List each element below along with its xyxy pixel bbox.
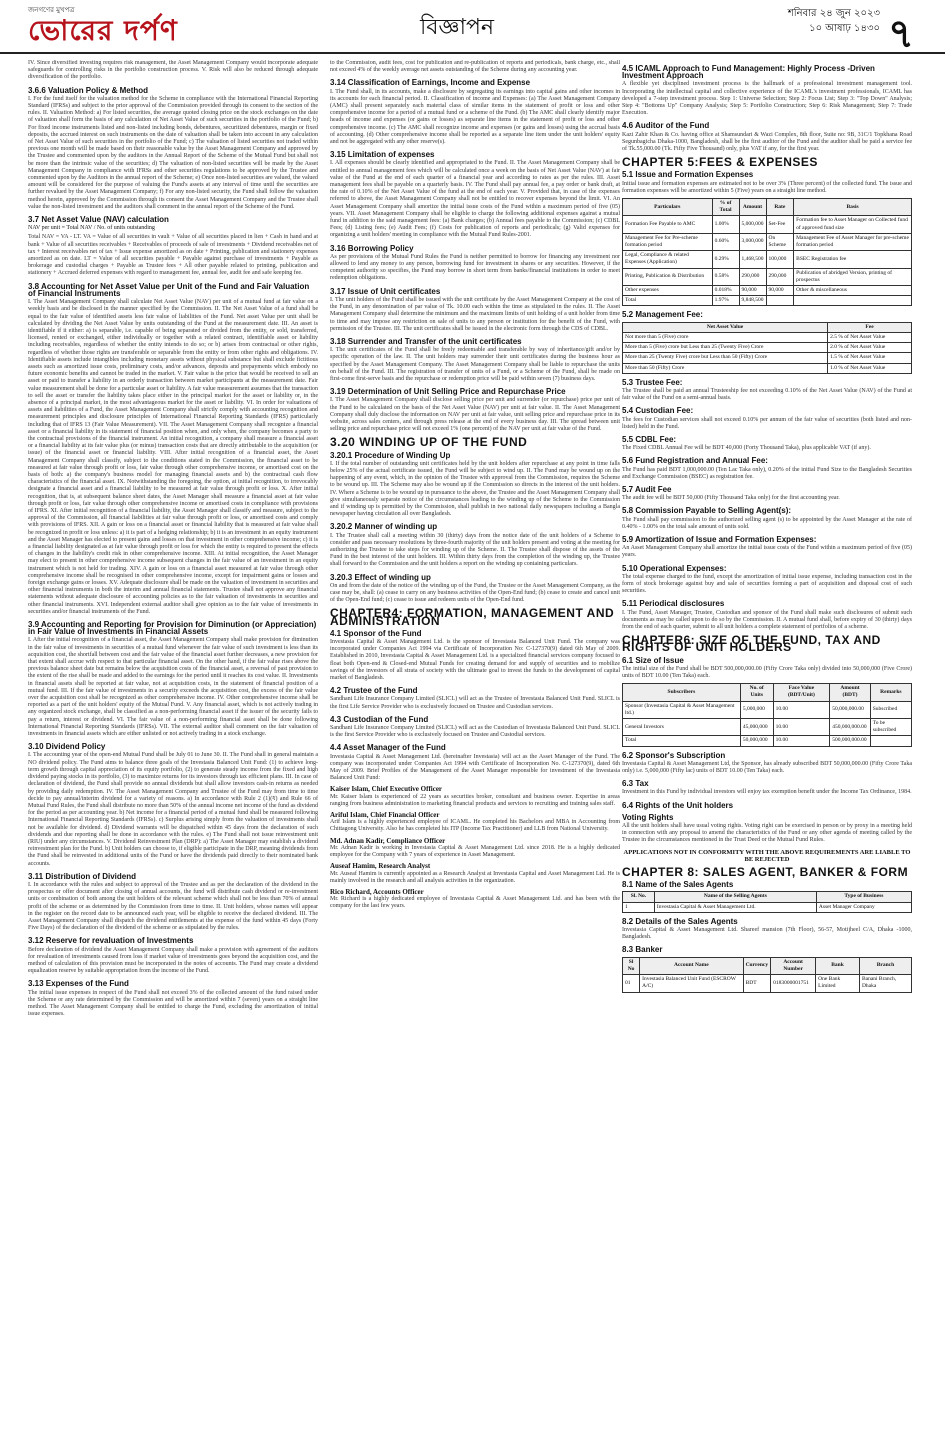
table-cell: 9,848,500 [739,296,766,306]
table-header: Sl No [623,957,640,974]
table-header: Net Asset Value [623,322,828,332]
table-header: Sl. No. [623,892,655,902]
heading-surrender: 3.18 Surrender and Transfer of the unit certificates [330,336,522,346]
table-cell: 1.5 % of Net Asset Value [828,353,912,363]
heading-banker: 8.3 Banker [622,945,663,955]
heading-rights: 6.4 Rights of the Unit holders [622,800,734,810]
table-header: % of Total [712,199,739,216]
table-cell: 5,000,000 [740,701,773,718]
heading-expenses: 3.13 Expenses of the Fund [28,979,129,989]
body-text: The Fixed CDBL Annual Fee will be BDT 40,000 (Forty Thousand Taka), plus applicable VAT (if any). [622,445,871,452]
table-cell [766,296,794,306]
profile-item [330,786,620,808]
body-text: I. The accounting year of the open-end Mutual Fund shall be July 01 to June 30. II. The Fund shall in general maintain a NO dividend policy. The Fund aims to balance three goals of the Investasia Balanced Unit Fund: (1) to achieve long-term growth through capital appreciation of its equity portfolio, (2) to generate steady income from the fixed and high dividend paying stocks in its portfolio, (3) to maximize returns for its investors through tax efficient plans. III. In case of declaration of dividend, the Fund shall provide no annual dividends but shall allow investors cash-in returns as needed by providing daily redemption. IV. The Asset Management Company and Trustee of the Fund may from time to time decide to pay annual/interim dividend for a variety of reasons. a) In accordance with Rule 2 (1)(ধ) and Rule 66 of Mutual Fund Rules, the Fund shall distribute no more than 50% of the annual income net income of the fund as dividend for the period as per accounting year. b) Net income for a financial period of a mutual fund shall be measured following International Financial Reporting Standards (IFRSs). c) Surplus arising simply from the valuation of investments shall not be available for dividend. d) Dividend warrants will be dispatched within 45 days from the declaration of such dividends and due reporting shall be done in accordance with the rules. e) The Fund shall not issue reinvestment unit (RIU) under any circumstances. V. Dividend Reinvestment Plan (DRP): a) The Asset Manager may establish a dividend reinvestment plan for the Fund. b) Unit holders can choose to, if eligible participate in the DRP, meaning dividends from the Fund shall be reinvested in additional units of the Fund or have the dividends paid directly to their nominated bank accounts. [28,752,318,867]
table-cell: 450,000,000.00 [830,719,871,736]
table-cell: 45,000,000 [740,719,773,736]
table-header: Amount [739,199,766,216]
table-header: Account Name [640,957,743,974]
body-text: I. The Fund, Asset Manager, Trustee, Custodian and sponsor of the Fund shall make such disclosures of submit such documents as may be called upon to do so by the Commission. II. A mutual fund shall, before expiry of 30 (thirty) days from the end of each quarter, submit to all unit holders a complete statement of portfolios of a scheme. [622,609,912,630]
body-text: The total expense charged to the fund, except the amortization of initial issue expense, including transaction cost in the form of stock brokerage against buy and sale of securities forming a part of acquisition and disposal cost of such securities. [622,573,912,595]
column-2 [330,60,620,1445]
table-row [623,902,912,912]
heading-accounting: 3.8 Accounting for Net Asset Value per Unit of the Fund and Fair Valuation of Financial Instruments [28,281,310,298]
body-text: The initial issue expenses in respect of the Fund shall not exceed 3% of the collected amount of the fund raised under the Scheme or any rate determined by the Commission and will be amortized within 7 (seven) years on a straight line method. The Asset Management Company shall be entitled to charge the Fund, excluding the amortization of initial issue expenses. [28,989,318,1018]
table-cell: 0.60% [712,233,739,250]
table-cell: 3,000,000 [739,233,766,250]
table-cell: To be subscribed [870,719,911,736]
body-text: I. The Trustee shall call a meeting within 30 (thirty) days from the notice date of the unit holders of a Scheme to consider and pass necessary resolutions by three-fourth majority of the unit holders present and voting at the meeting for authorizing the Trustee to take steps for winding up of the Scheme. II. The Trustee shall dispose of the assets of the Fund in the best interest of the unit holders. III. Within thirty days from the completion of the winding up, the Trustee shall forward to the Commission and the unit holders a report on the winding up containing particulars. [330,532,620,568]
page-number: ৭ [888,11,915,57]
masthead-tagline: জনগণের মুখপত্র [28,6,75,14]
table-cell: Set-Fee [766,216,794,233]
table-cell: Subscribed [870,701,911,718]
body-text: Investasia Capital & Asset Management Ltd, the Sponsor, has already subscribed BDT 50,000,000.00 (Fifty Crore Taka only) i.e. 5,000,000 (Fifty lac) units of BDT 10.00 (Ten Taka) each. [622,760,912,775]
management-fee-table [622,322,912,374]
table-header: Fee [828,322,912,332]
heading-winding-manner: 3.20.2 Manner of winding up [330,522,438,532]
heading-cdbl-fee: 5.5 CDBL Fee: [622,434,677,444]
masthead-logo [28,4,208,48]
body-text: I. The Fund shall, in its accounts, make a disclosure by segregating its earnings into capital gains and other incomes in its accounts for each financial period. II. Classification of income and Expenses: (a) The Asset Management Company (AMC) shall present separately each material class of similar items in the statement of profit or loss and other comprehensive income for a period of a mutual fund or a scheme of the Fund. (b) The AMC shall clearly identify major heads of income and expenses (or gains or losses) as separate line items in the statement of profit or loss and other comprehensive income. (c) The AMC shall recognize income and expenses (or gains and losses) using the accrual basis of accounting. (d) Other comprehensive income shall be reported as a separate line item under the unit holders' equity and not be aggregated with any other reserve(s). [330,88,620,146]
table-cell: More than 25 (Twenty Five) crore but Less than 50 (Fifty) Crore [623,353,828,363]
table-cell: Other expenses [623,286,713,296]
heading-size: 6.1 Size of Issue [622,655,684,665]
body-text: Kazi Zahir Khan & Co. having office at Shamsundari & Wazi Complex, 8th floor, Suite no: 9B, 31C/1 Topkhana Road Segunbagicha Dhaka-1000, Bangladesh, shall be the first auditor of the Fund and the auditor shall be paid a service fee of Tk.55,000.00 (Tk. Fifty Five Thousand) only, plus VAT if any, for the first year. [622,131,912,153]
table-row [623,719,912,736]
table-row [623,268,912,285]
table-cell: Sponsor (Investasia Capital & Asset Management ltd.) [623,701,741,718]
table-cell: 1.97% [712,296,739,306]
table-cell: Other & miscellaneous [794,286,912,296]
body-text: The fees for Custodian services shall not exceed 0.10% per annum of the fair value of securities (both listed and non-listed) held in the Fund. [622,416,912,430]
table-cell: 90,000 [739,286,766,296]
date-bengali: ১০ আষাঢ় ১৪৩০ [809,23,880,34]
table-cell: Formation fee to Asset Manager on Collected fund of approved fund size [794,216,912,233]
heading-chapter4: CHAPTER4: FORMATION, MANAGEMENT AND ADMINISTRATION [330,606,615,628]
body-text: IV. Since diversified investing requires risk management, the Asset Management Company would incorporate adequate safeguards for controlling risks in the portfolio construction process. V. Risk will also be reduced through adequate diversification of the portfolio. [28,60,318,81]
table-header: Account Number [771,957,816,974]
heading-provision: 3.9 Accounting and Reporting for Provision for Diminution (or Appreciation) in Fair Value of Investments in Financial Assets [28,620,317,637]
heading-nav: 3.7 Net Asset Value (NAV) calculation [28,215,169,225]
heading-trustee: 4.2 Trustee of the Fund [330,686,418,696]
body-text: An Asset Management Company shall amortize the initial issue costs of the Fund within a maximum period of five (05) years. [622,545,912,559]
heading-manager: 4.4 Asset Manager of the Fund [330,743,446,753]
heading-auditor: 4.6 Auditor of the Fund [622,121,710,131]
table-row [623,233,912,250]
body-text: Mr. Adnan Kadir is working in Investasia Capital & Asset Management Ltd. since 2018. He is a highly dedicated employee for the Company with 7 years of experience in Asset Management. [330,844,620,859]
table-cell: 290,000 [766,268,794,285]
table-cell: 1 [623,902,655,912]
table-cell: Legal, Compliance & related Expenses (Application) [623,251,713,268]
body-text: The initial size of the Fund shall be BDT 500,000,000.00 (Fifty Crore Taka only) divided into 50,000,000 (Five Crore) units of BDT 10.00 (Ten Taka) each. [622,665,912,679]
table-header: Basis [794,199,912,216]
table-cell: 1,468,500 [739,251,766,268]
table-cell: Management Fee for Pre-scheme formation period [623,233,713,250]
heading-limitation: 3.15 Limitation of expenses [330,150,435,160]
profile-name: Rico Richard, Accounts Officer [330,887,424,896]
body-text: to the Commission, audit fees, cost for publication and re-publication of reports and periodicals, bank charge, etc., shall not exceed 4% of the weekly average net assets outstanding of the Scheme during any accounting year. [330,60,620,74]
profile-item [330,889,620,911]
conformity-note: APPLICATIONS NOT IN CONFORMITY WITH THE ABOVE REQUIREMENTS ARE LIABLE TO BE REJECTED [623,848,911,863]
table-cell: Publication of abridged Version, printing of prospectus [794,268,912,285]
body-text: I. In accordance with the rules and subject to approval of the Trustee and as per the declaration of the dividend in the prospectus or offer document after closing of annual accounts, the fund will distribute cash dividend or re-investment units or combination of both among the unit holders of the relevant scheme which shall not be less than 70% of annual profit of the scheme or as determined by the Commission from time to time. II. Unit holders, whose names will appear in the register on the record date to be announced each year, will be eligible to receive the declared dividend. III. The Asset Management Company shall dispatch the dividend entitlements at the expense of the fund within 45 days (Forty Five Days) of the declaration of the dividend of the scheme or as stipulated by the rules. [28,881,318,932]
profile-name: Auseaf Hamim, Research Analyst [330,862,431,871]
heading-valuation: 3.6.6 Valuation Policy & Method [28,85,149,95]
body-text: Mr. Kaiser Islam is experienced of 22 years as securities broker, consultant and business owner. Expertise in areas ranging from business administration to marketing financial products and services to recruiting and training sales staff. [330,793,620,807]
fee-table [622,198,912,306]
heading-classification: 3.14 Classification of Earnings, Income and Expense [330,78,531,88]
table-cell: 500,000,000.00 [830,736,871,746]
table-cell: 2.0 % of Net Asset Value [828,343,912,353]
heading-commission: 5.8 Commission Payable to Selling Agent(s): [622,506,792,516]
heading-issue: 3.17 Issue of Unit certificates [330,286,441,296]
table-header: Name of the Selling Agents [654,892,816,902]
heading-custodian-fee: 5.4 Custodian Fee: [622,406,694,416]
table-cell: Banani Branch, Dhaka [859,975,911,992]
heading-voting: Voting Rights [622,812,674,822]
table-cell: General Investors [623,719,741,736]
table-cell: On Scheme [766,233,794,250]
table-cell: Total [623,296,713,306]
issue-date [770,6,880,36]
bank-table [622,957,912,993]
table-cell: 290,000 [739,268,766,285]
body-text: I. The unit certificates of the Fund shall be freely redeemable and transferable by way of inheritance/gift and/or by specific operation of the law. II. The unit holders may surrender their unit certificates during the business hour as specified by the Asset Management Company. The Asset Management Company shall be liable to repurchase the units on behalf of the Fund. III. The registration of transfer of units of a Fund, or a Scheme of the Fund, shall be made on first-come first-serve basis and the repurchase or redemption price will be paid within seven (7) business days. [330,347,620,382]
table-header: Rate [766,199,794,216]
heading-amortization: 5.9 Amortization of Issue and Formation Expenses: [622,534,817,544]
heading-operational: 5.10 Operational Expenses: [622,563,727,573]
body-text: On and from the date of the notice of the winding up of the Fund, the Trustee or the Asset Management Company, as the case may be, shall: (a) cease to carry on any business activities of the Open-End fund; (b) cease to create and cancel unit of the Open-End fund; (c) cease to issue and redeem units of the Open-End fund. [330,582,620,604]
body-text: I. The unit holders of the Fund shall be issued with the unit certificate by the Asset Management Company at the cost of the Fund, in any denomination of par value of Tk. 10.00 each within the time as stipulated in the rules. II. The Asset Management Company shall determine the minimum and the maximum limits of unit holding of a unit holder from time to time and may impose any restriction on sale of units to any person or institution for the benefit of the Fund, with permission of the Trustee. III. The unit certificates shall be issued in the electronic form through the CDS of CDBL. [330,296,620,332]
table-header: No. of Units [740,684,773,701]
table-cell: 10.00 [773,719,830,736]
body-text: Investment in this Fund by individual investors will enjoy tax exemption benefit under the Income Tax Ordinance, 1984. [622,789,912,796]
table-cell: Investasia Capital & Asset Management Ltd. [654,902,816,912]
newspaper-header [0,0,945,57]
table-header: Type of Business [816,892,911,902]
body-text: Total NAV = VA - LT. VA = Value of all securities in vault + Value of all securities placed in lien + Cash in hand and at bank + Value of all securities receivables + Receivables of proceeds of sale of investments + Dividend receivables net of tax + Interest receivables net of tax + Issue expense amortized as on date + Printing, publication and stationery expenses amortized as on date. LT = Value of all securities payable + Payable against purchase of investments + Payable as brokerage and custodial charges + Payable as Trustee fees + All other payable related to printing, publication and stationery + Accrued deferred expenses with regard to management fee, annual fee, audit fee and safe keeping fee. [28,234,318,277]
body-text: Sandhani Life Insurance Company Limited (SLICL) will act as the Trustee of Investasia Balanced Unit Fund. SLICL is the first Life Service Provider who is exclusively focused on Trustee and Custodian services. [330,696,620,710]
heading-sponsor-subscription: 6.2 Sponsor's Subscription [622,750,726,760]
heading-periodic: 5.11 Periodical disclosures [622,599,725,609]
table-cell: 0.018% [712,286,739,296]
table-cell: 0.58% [712,268,739,285]
size-table [622,683,912,746]
table-cell [794,296,912,306]
table-row [623,353,912,363]
table-cell: Formation Fee Payable to AMC [623,216,713,233]
body-text: A flexible yet disciplined investment process is the hallmark of a professional investment management tool. Incorporating the intellectual capital and collective experience of the ICAML's investment professionals, ICAML has developed a 7-step investment process. Step 1: Universe Selection; Step 2: Focus List; Step 3: "Top Down" Analysis; Step 4: "Bottoms Up" Company Analysis; Step 5: Portfolio Construction; Step 6: Risk Management; Step 7: Trade Execution. [622,81,912,117]
body-text: I. The Asset Management Company shall disclose selling price per unit and surrender (or repurchase) price per unit of the Fund to be calculated on the basis of the Net Asset Value (NAV) per unit at fair value. II. The Asset Management Company shall duly disclose the information on NAV per unit at fair value, unit selling price and repurchase price in its website, across sales centers, and through press release at the end of every business day. III. The spread between unit selling price and repurchase price will not exceed 1% (one percent) of the NAV per unit at fair value of the Fund. [330,397,620,433]
table-cell: Total [623,736,741,746]
table-row [623,701,912,718]
heading-fund-registration: 5.6 Fund Registration and Annual Fee: [622,456,768,466]
body-text: Sandhani Life Insurance Company Limited (SLICL) will act as the Custodian of Investasia Balanced Unit Fund. SLICL is the first Service Provider who is exclusively focused on Trustee and Custodial services. [330,725,620,739]
column-3 [622,60,912,1445]
body-text: All the unit holders shall have usual voting rights. Voting right can be exercised in person or by proxy in a meeting held in connection with any proposal to amend the characteristics of the Fund or any other agenda of meeting called by the Trustee in the circumstances mentioned in the Trust Deed or the Mutual Fund Rules. [622,823,912,844]
table-row [623,975,912,992]
profile-name: Ariful Islam, Chief Financial Officer [330,811,440,820]
body-text: Investasia Capital & Asset Management Ltd. (hereinafter Investasia) will act as the Asset Manager of the Fund. The company was incorporated under Companies Act 1994 with Certificate of Incorporation No. C-127370(9), dated 6th May of 2009. Brief Profiles of the Management of the Asset Manager responsible for investment of the Investasia Balanced Unit Fund: [330,753,620,782]
body-text: Mr. Richard is a highly dedicated employee of Investasia Capital & Asset Management Ltd. and has been with the company for the last few years. [330,896,620,910]
table-cell: 0183000001751 [771,975,816,992]
table-row [623,363,912,373]
table-header: Face Value (BDT/Unit) [773,684,830,701]
table-cell: 1.0 % of Net Asset Value [828,363,912,373]
table-header: Bank [816,957,860,974]
body-text: As per provisions of the Mutual Fund Rules the Fund is neither permitted to borrow for financing any investment nor allowed to lend any money to any person, borrowing fund for investment in shares or any securities. However, if the competent authority so specifies, the Fund may borrow in short term from banks/financial institutions in order to meet redemption obligations. [330,253,620,282]
table-cell: 2.5 % of Net Asset Value [828,332,912,342]
table-header: Remarks [870,684,911,701]
heading-determination: 3.19 Determination of Unit Selling Price and Repurchase Price [330,387,566,397]
body-text: Mr. Auseaf Hamim is currently appointed as a Research Analyst at Investasia Capital and Asset Management Ltd. He is mainly involved in the research and all analysis activities in the organization. [330,870,620,884]
body-text: Initial issue and formation expenses are estimated not to be over 3% (Three percent) of the collected fund. The issue and formation expenses will be amortized within 5 (Five) years on a straight line method. [622,180,912,194]
table-cell: BSEC Registration fee [794,251,912,268]
table-cell: 10.00 [773,701,830,718]
heading-issue-expenses: 5.1 Issue and Formation Expenses [622,170,754,180]
table-cell: 50,000,000 [740,736,773,746]
heading-reserve: 3.12 Reserve for revaluation of Investments [28,936,194,946]
date-gregorian: শনিবার ২৪ জুন ২০২৩ [787,8,880,19]
table-cell: 90,000 [766,286,794,296]
table-cell: Asset Manager Company [816,902,911,912]
body-text: Arif Islam is a highly experienced employee of ICAML. He completed his Bachelors and MBA in Accounting from Chittagong University. Also he has completed his ITP (Income Tax Practitioner) and LLB from National University. [330,819,620,833]
heading-borrowing: 3.16 Borrowing Policy [330,243,414,253]
table-header: Branch [859,957,911,974]
table-header: Amount (BDT) [830,684,871,701]
table-cell: 0.29% [712,251,739,268]
column-1 [28,60,318,1445]
body-text: I. If the total number of outstanding unit certificates held by the unit holders after repurchase at any point in time falls below 25% of the actual certificate issued, the Fund will be subject to wind up. II. The Fund may be wound up on the happening of any event, which, in the opinion of the Trustee with approval from the Commission, requires the Scheme to be wound up. III. The Scheme may also be wound up if the Commission so directs in the interest of the unit holders. IV. Where a Scheme is to be wound up in pursuance to the above, the Trustee and the Asset Management Company shall give simultaneously separate notice of the circumstances leading to the winding up of the Scheme to the Commission and if winding up is permitted by the Commission, shall publish in two national daily newspapers including a Bangla newspaper having circulation all over Bangladesh. [330,460,620,518]
heading-sponsor: 4.1 Sponsor of the Fund [330,628,422,638]
table-cell: Investasia Balanced Unit Fund (ESCROW A/C) [640,975,743,992]
table-cell: Not more than 5 (Five) crore [623,332,828,342]
profile-name: Kaiser Islam, Chief Executive Officer [330,785,443,794]
heading-winding: 3.20 WINDING UP OF THE FUND [330,435,528,450]
table-cell: More than 5 (Five) crore but Less than 25 (Twenty Five) Crore [623,343,828,353]
table-row [623,736,912,746]
table-header: Currency [743,957,771,974]
table-cell: 100,000 [766,251,794,268]
heading-dividend: 3.10 Dividend Policy [28,742,106,752]
heading-winding-effect: 3.20.3 Effect of winding up [330,572,431,582]
heading-approach: 4.5 ICAML Approach to Fund Management: Highly Process -Driven Investment Approach [622,64,875,81]
table-header: Subscribers [623,684,741,701]
table-row [623,251,912,268]
table-cell [870,736,911,746]
table-cell: Management Fee of Asset Manager for pre-scheme formation period [794,233,912,250]
heading-chapter6: CHAPTER6: SIZE OF THE FUND, TAX AND RIGHTS OF UNIT HOLDERS [622,633,881,655]
body-text: I. The Asset Management Company shall calculate Net Asset Value (NAV) per unit of a mutual fund at fair value on a weekly basis and be disclosed in the manner specified by the Commission. II. The Net Asset Value of a fund shall be equal to the fair value of identified assets less fair value of liabilities of the Fund. Net asset Value per unit shall be calculated by dividing the Net Asset Value by units outstanding of the Fund at the measurement date. III. An asset is identifiable if it either: a) is separable, i.e. capable of being separated or divided from the entity, or sold, transferred, licensed, rented or exchanged, either individually or together with a related contract, identifiable asset or liability including receivables, regardless of whether the entity intends to do so; or b) arises from contractual or other rights, regardless of whether those rights are transferable or separable from the entity or from other rights and obligations. IV. Identifiable assets include intangibles including monetary assets without physical substance but shall exclude fictitious assets such as amortized issue costs, preliminary costs, and/or advances, deposits and prepayments which embody no future economic benefits and cannot be traded in the market. V. Fair value is the price that would be received to sell an asset or paid to transfer a liability in an orderly transaction between market participants at the measurement date. Fair value measurement shall be done for a particular asset or liability. A fair value measurement assumes that the transaction to sell the asset or transfer the liability takes place either in the principal market for the asset or liability or, in the absence of a principal market, in the most advantageous market for the asset or liability. VI. In order for valuations of assets and liabilities of a Fund, the Asset Management Company shall strictly comply with accounting recognition and measurement principles and disclosure principles of International Financial Reporting Standards (IFRS) particularly including that of IFRS 13 (Fair Value Measurement). VII. The Asset Management Company shall recognize a financial asset or a financial liability in its statement of financial position when, and only when, the company becomes a party to the contractual provisions of the financial instrument. An initial recognition, a company shall measure a financial asset or a financial liability at its fair value plus (or minus) transaction costs that are directly attributable to the acquisition (or issue) of the financial asset or financial liability. VIII. After initial recognition of a financial asset, the Asset Management Company shall classify, subject to the conditions stated in the Commission, the financial asset to be measured at fair value through profit or loss, fair value through other comprehensive income, or amortised cost on the basis of both: a) the company's business model for managing financial assets and b) the contractual cash flow characteristics of the financial asset. IX. Notwithstanding the foregoing, the option, at initial recognition, to irrevocably designate a financial asset and a financial liability to be measured at fair value through profit or loss. X. After initial recognition, that is, at subsequent balance sheet dates, the Asset Manager shall measure a financial asset at fair value through profit or loss, fair value through other comprehensive income or amortised costs in compliance with provisions of IFRS. XI. After initial recognition of a financial liability, the Asset Manager shall classify and measure, subject to the approval of the Commission, all financial liabilities at fair value through profit or loss, or amortised costs and comply with provisions of IFRS. XII. A gain or loss on a financial asset or financial liability that is measured at fair value shall be recognized in profit or loss unless: a) it is part of a hedging relationship; b) it is an investment in an equity instrument and the Asset Manager has elected to present gains and losses on that investment in other comprehensive income; c) it is a financial liability designated as at fair value through profit or loss for which the entity is required to present the effects of changes in the liability's credit risk in other comprehensive income. XIII. At initial recognition, the Asset Manager may elect to present in other comprehensive income subsequent changes in the fair value of an investment in an equity instrument which is not held for trading. XIV. A gain or loss on a financial asset measured at fair value through other comprehensive income shall be recognised in other comprehensive income, except for impairment gains or losses and foreign exchange gains or losses. XV. Adequate disclosure shall be made on the valuation of investment in securities and other financial instruments in both the interim and annual financial statements. Trustee shall not approve any financial statements without adequate disclosure of accounting policies as to the fair valuation of investments in securities and other financial instruments. XVI. Independent external auditor shall give opinion as to the fair value of investments in securities and/or financial instruments of the Fund. [28,299,318,615]
body-text: The audit fee will be BDT 50,000 (Fifty Thousand Taka only) for the first accounting year. [622,495,840,502]
body-text: I. After the initial recognition of a financial asset, the Asset Management Company shall make provision for diminution in the fair value of investments in securities of a mutual fund whenever the fair value of such investment is less than its acquisition cost, the shortfall between cost and the fair value of the financial asset further decreases, a new provision for that extent shall accrue with respect to that particular financial asset. On the other hand, if the fair value rises above the previous balance sheet date but remains below the acquisition costs of the financial asset, a reversal of past provision to the extent of the rise shall be made and added to the earnings for the period until it reaches its cost value. II. Investments in financial assets shall be reported at fair value, not at acquisition costs, in the statement of financial position of a mutual fund. III. If the fair value of investments in a security exceeds the acquisition cost, the excess of the fair value over the acquisition cost shall be recognized as other comprehensive income. IV. Other comprehensive income shall be reported as a part of the unit holders' equity of the Mutual Fund. V. Any financial asset, which is not actively trading in any organized stock exchange, shall be classified as a non-performing financial asset if the issuer of the security fails to pay a return, interest or dividend. VI. The fair value of a non-performing financial asset shall be done following International Financial Reporting Standards (IFRSs). VII. The external auditor shall comment on the fair valuation of investments in financial assets which are either unlisted or not actively trading in a stock exchange. [28,637,318,738]
heading-chapter5: CHAPTER 5:FEES & EXPENSES [622,155,818,170]
table-row [623,296,912,306]
table-row [623,286,912,296]
table-cell: Printing, Publication & Distribution [623,268,713,285]
table-cell: BDT [743,975,771,992]
profile-name: Md. Adnan Kadir, Compliance Officer [330,836,446,845]
table-cell: 01 [623,975,640,992]
heading-chapter8: CHAPTER 8: SALES AGENT, BANKER & FORM [622,865,909,880]
table-cell: 50,000,000.00 [830,701,871,718]
table-row [623,332,912,342]
table-cell: 5,000,000 [739,216,766,233]
table-cell: 10.00 [773,736,830,746]
agent-table [622,891,912,912]
profile-item [330,838,620,860]
masthead-name: ভোরের দর্পণ [28,14,178,47]
table-cell: 1.00% [712,216,739,233]
heading-audit-fee: 5.7 Audit Fee [622,484,672,494]
body-text: The Fund has paid BDT 1,000,000.00 (Ten Lac Taka only), 0.20% of the initial Fund Size to the Bangladesh Securities and Exchange Commission (BSEC) as registration fee. [622,466,912,480]
body-text: I. For the fund itself for the valuation method for the Scheme in compliance with the International Financial Reporting Standard (IFRSs) and subject to the prior approval of the Commission provided through its consent to the section of the rules. II. Valuation Method: a) For listed securities, the average quoted closing price on the stock exchanges on the date of valuation shall form the basis of any calculation of Net Asset Value of such securities in the portfolio of the Fund; b) For fixed income instruments listed and non-listed including bonds, debentures, securitized debentures, margin or fixed deposits, the accrued interest on such instruments on the date of valuation shall be taken into account in any calculation of Net Asset Value of such securities in the portfolio of the Fund; c) The valuation of listed securities not traded within previous one month will be made based on their reasonable value by the Asset Management Company and approved by the Trustee and commented upon by the auditors in the Annual Report of the Scheme of the Mutual Fund but shall not be more than the intrinsic value of the securities; d) The valuation of non-listed securities will be made by the Asset Management Company in compliance with IFRSs and other securities regulations to be approved by the Trustee and commented upon by the Auditors in the annual report of the Scheme; e) Once non-listed securities are valued, the valued amount will be considered for the purpose of valuing the Fund's assets at any interval of time until the securities are further revalued by the Asset Management Company; f) For any non-listed security, the Fund shall follow the valuation method herein, approved by the Commission through its consent the Asset Management Company and the Trustee shall value the non-listed investment and the auditors shall comment in the annual report of the Scheme of the Fund. [28,95,318,210]
heading-distribution: 3.11 Distribution of Dividend [28,871,137,881]
body-text: I. All expenses should be clearly identified and appropriated to the Fund. II. The Asset Management Company shall be entitled to annual management fees which will be calculated once a week on the basis of Net Asset Value (NAV) at fair value of the Fund at the end of each quarter of a financial year and according to rates as per the rules. III. Asset management fees shall be payable on a quarterly basis. IV. The Fund shall pay annual fee, a pay order or bank draft, at the rate of 0.10% of the Net Asset Value of the fund at the end of each year. V. Provided that, in case of the expenses referred to above, the Asset Management Company shall not be entitled to recover expenses beyond the limit. VI. An Asset Management Company shall amortize the initial issue costs of the Fund within a maximum period of five (05) years. VII. Asset Management Company shall be eligible to charge the following additional expenses against a mutual fund in addition to the said management fees: (a) Bank charges; (b) Annual fees payable to the Commission; (c) CDBL Fees; (d) Listing fees; (e) Audit Fees; (f) Costs for publication of reports and periodicals; (g) Valid expenses for organizing a unit holders' meeting in compliance with the Mutual Fund Rules-2001. [330,160,620,239]
body-text: Investasia Capital & Asset Management Ltd. Shareef mansion (7th Floor), 56-57, Motijheel C/A, Dhaka -1000, Bangladesh. [622,927,912,941]
heading-trustee-fee: 5.3 Trustee Fee: [622,377,683,387]
heading-agent-details: 8.2 Details of the Sales Agents [622,916,738,926]
profile-item [330,812,620,834]
body-text: The Fund shall pay commission to the authorized selling agent (s) to be appointed by the Asset Manager at the rate of 0.40% - 1.00% on the total sale amount of units sold. [622,516,912,530]
heading-custodian: 4.3 Custodian of the Fund [330,714,429,724]
heading-management-fee: 5.2 Management Fee: [622,310,703,320]
body-text: Before declaration of dividend the Asset Management Company shall make a provision with agreement of the auditors for revaluation of investments caused from loss if market value of investments goes beyond the acquisition cost, and the method of calculation of this provision must be incorporated in the notes of accounts. The Fund may create a dividend equalization reserve by suitable appropriation from the income of the Fund. [28,946,318,975]
body-text: The Trustee shall be paid an annual Trusteeship fee not exceeding 0.10% of the Net Asset Value (NAV) of the Fund at fair value of the Fund on a semi-annual basis. [622,387,912,402]
table-header: Particulars [623,199,713,216]
table-row [623,343,912,353]
table-row [623,216,912,233]
heading-tax: 6.3 Tax [622,779,649,789]
table-cell: More than 50 (Fifty) Crore [623,363,828,373]
section-title: বিজ্ঞাপন [420,15,495,40]
heading-sales-agents: 8.1 Name of the Sales Agents [622,880,734,890]
nav-formula: NAV per unit = Total NAV / No. of units outstanding [28,225,155,232]
profile-item [330,863,620,885]
heading-winding-procedure: 3.20.1 Procedure of Winding Up [330,450,451,460]
table-cell: One Bank Limited [816,975,860,992]
body-text: Investasia Capital & Asset Management Ltd. is the sponsor of Investasia Balanced Unit Fund. The company was incorporated under Companies Act 1994 via Certificate of Incorporation No: C-127370(9) dated 6th May of 2009. Established in 2010, Investasia Capital & Asset Management Ltd. is a specialized financial services company focused to float both Open-end & Closed-end Mutual Funds for creating demand for and supply of securities and to mobilize savings of the investors of all strata of society with the ultimate goal to invest the funds to the development of capital market of Bangladesh. [330,639,620,682]
